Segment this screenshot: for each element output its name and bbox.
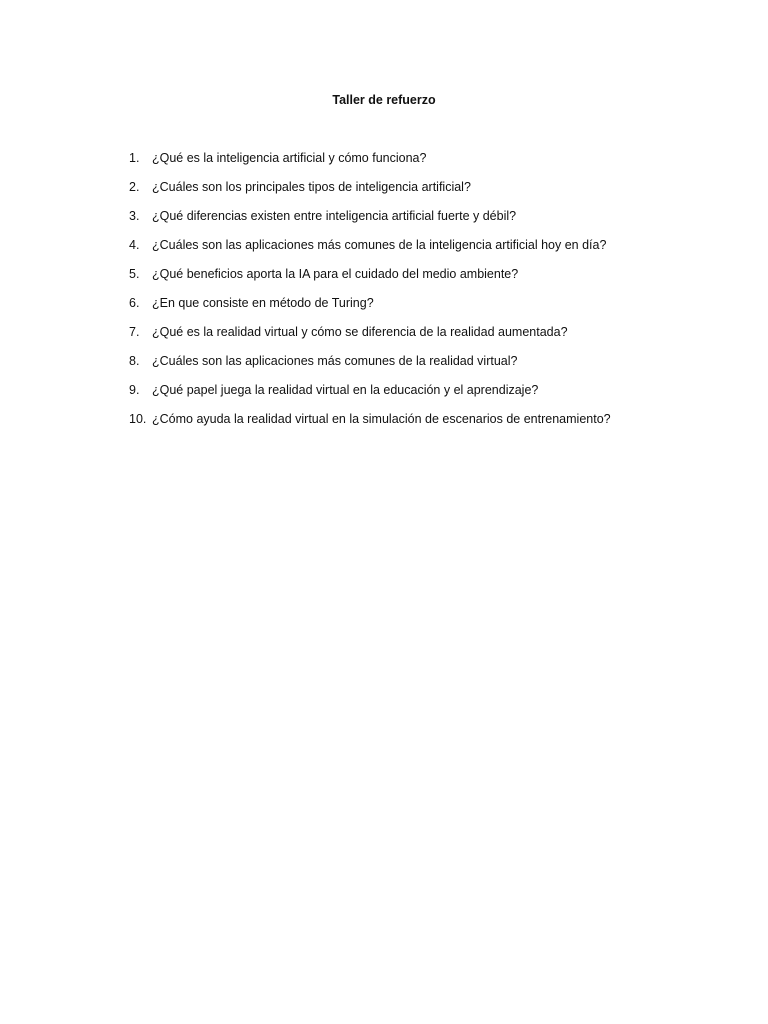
question-text: ¿Qué diferencias existen entre inteligencia artificial fuerte y débil? xyxy=(152,209,517,223)
question-number: 5. xyxy=(129,267,140,281)
question-number: 6. xyxy=(129,296,140,310)
question-item xyxy=(0,381,768,410)
question-number: 8. xyxy=(129,354,140,368)
question-item xyxy=(0,236,768,265)
question-item xyxy=(0,178,768,207)
document-title: Taller de refuerzo xyxy=(332,93,436,107)
question-text: ¿Qué beneficios aporta la IA para el cuidado del medio ambiente? xyxy=(152,267,519,281)
question-item xyxy=(0,352,768,381)
question-item xyxy=(0,265,768,294)
question-number: 1. xyxy=(129,151,140,165)
question-text: ¿Cómo ayuda la realidad virtual en la simulación de escenarios de entrenamiento? xyxy=(152,412,611,426)
question-text: ¿Qué papel juega la realidad virtual en la educación y el aprendizaje? xyxy=(152,383,539,397)
question-number: 7. xyxy=(129,325,140,339)
question-number: 2. xyxy=(129,180,140,194)
question-text: ¿Cuáles son las aplicaciones más comunes de la inteligencia artificial hoy en día? xyxy=(152,238,607,252)
question-text: ¿Cuáles son los principales tipos de inteligencia artificial? xyxy=(152,180,471,194)
question-item xyxy=(0,323,768,352)
question-number: 10. xyxy=(129,412,147,426)
question-text: ¿Qué es la realidad virtual y cómo se diferencia de la realidad aumentada? xyxy=(152,325,568,339)
question-item xyxy=(0,149,768,178)
question-text: ¿Cuáles son las aplicaciones más comunes de la realidad virtual? xyxy=(152,354,518,368)
question-number: 4. xyxy=(129,238,140,252)
question-item xyxy=(0,410,768,439)
question-item xyxy=(0,207,768,236)
question-number: 9. xyxy=(129,383,140,397)
question-text: ¿En que consiste en método de Turing? xyxy=(152,296,374,310)
question-item xyxy=(0,294,768,323)
question-number: 3. xyxy=(129,209,140,223)
question-list xyxy=(0,149,768,439)
question-text: ¿Qué es la inteligencia artificial y cómo funciona? xyxy=(152,151,427,165)
